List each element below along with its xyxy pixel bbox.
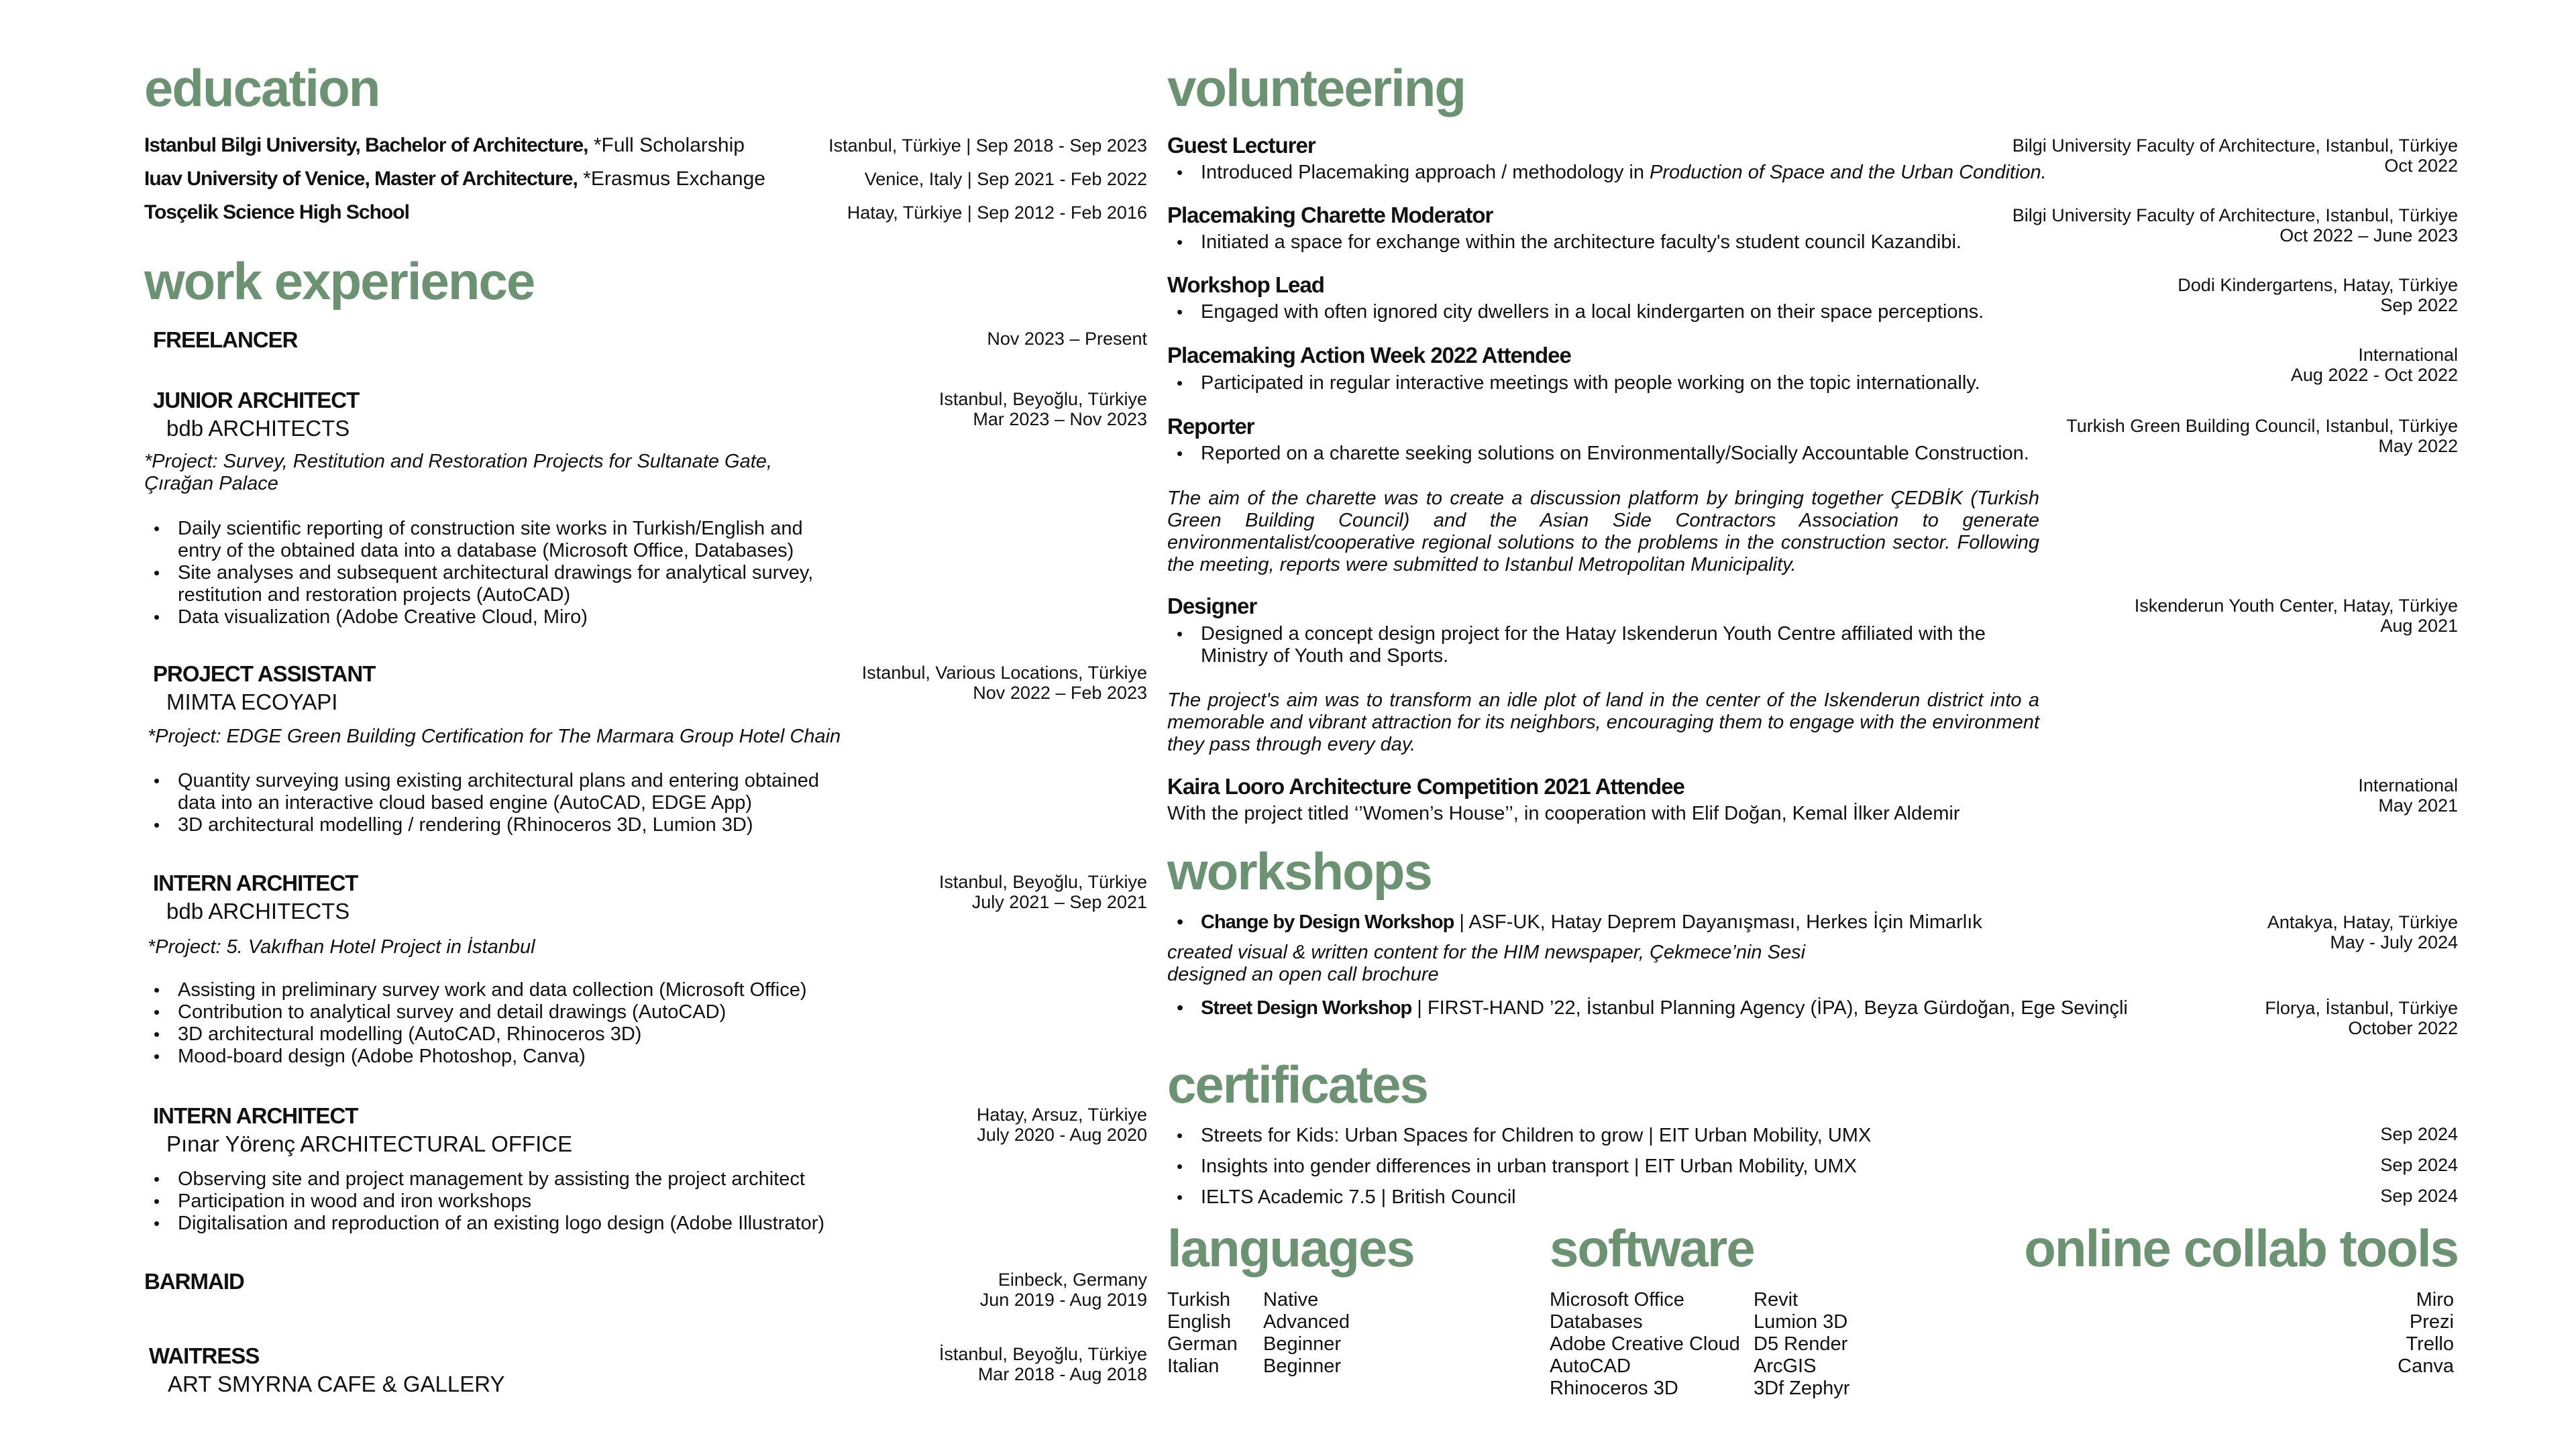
vol-bullets-workshop bbox=[1167, 301, 2106, 323]
vol-bullets-reporter bbox=[1167, 443, 2106, 465]
list-item: • Site analyses and subsequent architectural drawings for analytical survey, restitution and restoration projects (AutoCAD) bbox=[144, 562, 835, 606]
job-role-freelancer: FREELANCER bbox=[153, 327, 298, 352]
education-heading: education bbox=[144, 58, 380, 117]
workshop-date-change: May - July 2024 bbox=[2330, 932, 2458, 952]
bullet-dot: • bbox=[1177, 997, 1184, 1019]
vol-bullets-action bbox=[1167, 372, 2106, 394]
job-project-junior: *Project: Survey, Restitution and Restoration Projects for Sultanate Gate, Çırağan Palace bbox=[144, 451, 772, 494]
job-bullets-intern2 bbox=[144, 1168, 835, 1235]
job-date-barmaid: Jun 2019 - Aug 2019 bbox=[979, 1290, 1147, 1310]
vol-role-workshop: Workshop Lead bbox=[1167, 272, 1324, 297]
software-item: ArcGIS bbox=[1754, 1355, 1817, 1377]
education-item-iuav bbox=[144, 168, 765, 191]
education-meta-bilgi: Istanbul, Türkiye | Sep 2018 - Sep 2023 bbox=[828, 135, 1147, 156]
list-item: • Assisting in preliminary survey work and data collection (Microsoft Office) bbox=[144, 979, 835, 1001]
workshops-heading: workshops bbox=[1167, 842, 1432, 901]
vol-date-kaira: May 2021 bbox=[2378, 795, 2458, 816]
certificates-list bbox=[1167, 1120, 2106, 1213]
language-level: Advanced bbox=[1263, 1311, 1350, 1333]
language-name: German bbox=[1167, 1333, 1238, 1355]
job-date-assistant: Nov 2022 – Feb 2023 bbox=[973, 683, 1147, 703]
list-item: • Digitalisation and reproduction of an existing logo design (Adobe Illustrator) bbox=[144, 1213, 835, 1235]
collab-tool: Prezi bbox=[2409, 1311, 2454, 1333]
software-col-1 bbox=[1550, 1289, 1740, 1400]
vol-loc-action: International bbox=[2358, 345, 2458, 365]
vol-role-designer: Designer bbox=[1167, 594, 1257, 618]
software-item: 3Df Zephyr bbox=[1754, 1378, 1850, 1399]
language-level: Native bbox=[1263, 1289, 1319, 1311]
bullet-text: Introduced Placemaking approach / methodology in bbox=[1201, 162, 1650, 183]
list-item: • Initiated a space for exchange within the architecture faculty's student council Kazandibi. bbox=[1167, 231, 2106, 254]
bullet-course: Production of Space and the Urban Condition. bbox=[1650, 162, 2047, 183]
vol-paragraph-reporter: The aim of the charette was to create a discussion platform by bringing together ÇEDBİK (Turkish Green Building Council) and the Asian Side Contractors Association to generate environmentalist/cooperative regional solutions to the problems in the construction sector. Following the meeting, reports were submitted to Istanbul Metropolitan Municipality. bbox=[1167, 488, 2039, 575]
list-item: • Designed a concept design project for the Hatay Iskenderun Youth Centre affiliated with the Ministry of Youth and Sports. bbox=[1167, 623, 2039, 667]
list-item: • 3D architectural modelling (AutoCAD, Rhinoceros 3D) bbox=[144, 1023, 835, 1046]
job-loc-barmaid: Einbeck, Germany bbox=[998, 1270, 1147, 1290]
software-item: AutoCAD bbox=[1550, 1355, 1631, 1377]
workshop-item-change bbox=[1167, 911, 1982, 934]
job-role-intern2: INTERN ARCHITECT bbox=[153, 1103, 358, 1128]
job-role-barmaid: BARMAID bbox=[144, 1269, 244, 1294]
school-note: *Erasmus Exchange bbox=[583, 168, 765, 190]
job-loc-intern1: Istanbul, Beyoğlu, Türkiye bbox=[938, 872, 1147, 892]
list-item: • Engaged with often ignored city dwellers in a local kindergarten on their space perceptions. bbox=[1167, 301, 2106, 323]
vol-date-designer: Aug 2021 bbox=[2380, 616, 2458, 636]
software-item: Microsoft Office bbox=[1550, 1289, 1684, 1311]
vol-paragraph-designer: The project's aim was to transform an idle plot of land in the center of the Iskenderun district into a memorable and vibrant attraction for its neighbors, encouraging them to engage with the environment they pass through every day. bbox=[1167, 689, 2039, 755]
job-date-waitress: Mar 2018 - Aug 2018 bbox=[977, 1364, 1147, 1384]
collab-tool: Trello bbox=[2406, 1333, 2454, 1355]
job-date-intern1: July 2021 – Sep 2021 bbox=[971, 892, 1147, 912]
vol-loc-kaira: International bbox=[2358, 775, 2458, 795]
education-meta-iuav: Venice, Italy | Sep 2021 - Feb 2022 bbox=[864, 169, 1147, 189]
school-note: *Full Scholarship bbox=[593, 134, 745, 156]
certificate-date: Sep 2024 bbox=[2380, 1186, 2458, 1206]
vol-bullets-charette bbox=[1167, 231, 2106, 254]
vol-bullets-guest bbox=[1167, 162, 2106, 184]
job-loc-waitress: İstanbul, Beyoğlu, Türkiye bbox=[938, 1344, 1147, 1364]
vol-loc-reporter: Turkish Green Building Council, Istanbul, Türkiye bbox=[2066, 416, 2458, 436]
software-heading: software bbox=[1550, 1219, 1754, 1278]
vol-date-guest: Oct 2022 bbox=[2384, 156, 2458, 176]
job-bullets-assistant bbox=[144, 770, 835, 836]
workshop-partners: | FIRST-HAND ’22, İstanbul Planning Agency (İPA), Beyza Gürdoğan, Ege Sevinçli bbox=[1411, 997, 2128, 1019]
list-item: • Quantity surveying using existing architectural plans and entering obtained data into an interactive cloud based engine (AutoCAD, EDGE App) bbox=[144, 770, 835, 814]
vol-date-action: Aug 2022 - Oct 2022 bbox=[2290, 365, 2458, 385]
job-date-intern2: July 2020 - Aug 2020 bbox=[977, 1125, 1147, 1145]
job-project-intern1: *Project: 5. Vakıfhan Hotel Project in İstanbul bbox=[148, 936, 535, 958]
school-name: Iuav University of Venice, Master of Architecture, bbox=[144, 168, 578, 190]
list-item: • 3D architectural modelling / rendering (Rhinoceros 3D, Lumion 3D) bbox=[144, 814, 835, 836]
vol-role-guest: Guest Lecturer bbox=[1167, 133, 1316, 158]
vol-loc-workshop: Dodi Kindergartens, Hatay, Türkiye bbox=[2178, 275, 2458, 295]
languages-heading: languages bbox=[1167, 1219, 1414, 1278]
vol-date-workshop: Sep 2022 bbox=[2380, 295, 2458, 315]
workshop-partners: | ASF-UK, Hatay Deprem Dayanışması, Herkes İçin Mimarlık bbox=[1454, 911, 1982, 933]
language-name: Turkish bbox=[1167, 1289, 1230, 1311]
vol-date-reporter: May 2022 bbox=[2378, 436, 2458, 456]
list-item: • Insights into gender differences in urban transport | EIT Urban Mobility, UMX bbox=[1167, 1151, 2106, 1182]
collab-tools-heading: online collab tools bbox=[2024, 1219, 2458, 1278]
software-item: Lumion 3D bbox=[1754, 1311, 1848, 1333]
education-item-bilgi bbox=[144, 134, 745, 158]
job-role-assistant: PROJECT ASSISTANT bbox=[153, 661, 376, 686]
education-item-toscelik: Tosçelik Science High School bbox=[144, 201, 409, 223]
vol-role-action: Placemaking Action Week 2022 Attendee bbox=[1167, 343, 1571, 368]
workshop-loc-street: Florya, İstanbul, Türkiye bbox=[2265, 998, 2458, 1018]
vol-loc-designer: Iskenderun Youth Center, Hatay, Türkiye bbox=[2134, 596, 2458, 616]
volunteering-heading: volunteering bbox=[1167, 58, 1466, 117]
language-level: Beginner bbox=[1263, 1333, 1342, 1355]
job-company-assistant: MIMTA ECOYAPI bbox=[166, 689, 338, 714]
education-meta-toscelik: Hatay, Türkiye | Sep 2012 - Feb 2016 bbox=[847, 203, 1147, 223]
languages-levels bbox=[1263, 1289, 1350, 1378]
list-item: • Contribution to analytical survey and detail drawings (AutoCAD) bbox=[144, 1001, 835, 1023]
list-item bbox=[1167, 162, 2106, 184]
school-name: Istanbul Bilgi University, Bachelor of Architecture, bbox=[144, 134, 588, 156]
list-item: • Reported on a charette seeking solutions on Environmentally/Socially Accountable Construction. bbox=[1167, 443, 2106, 465]
vol-loc-guest: Bilgi University Faculty of Architecture, Istanbul, Türkiye bbox=[2012, 135, 2458, 156]
job-loc-junior: Istanbul, Beyoğlu, Türkiye bbox=[938, 389, 1147, 409]
job-loc-intern2: Hatay, Arsuz, Türkiye bbox=[976, 1105, 1147, 1125]
workshop-item-street bbox=[1167, 997, 2128, 1019]
job-project-assistant: *Project: EDGE Green Building Certification for The Marmara Group Hotel Chain bbox=[148, 726, 841, 747]
job-bullets-junior bbox=[144, 518, 835, 628]
collab-tool: Canva bbox=[2398, 1355, 2454, 1377]
software-col-2 bbox=[1754, 1289, 1849, 1400]
certificate-date: Sep 2024 bbox=[2380, 1155, 2458, 1175]
collab-tool: Miro bbox=[2416, 1289, 2454, 1311]
software-item: Adobe Creative Cloud bbox=[1550, 1333, 1740, 1355]
vol-role-kaira: Kaira Looro Architecture Competition 2021 Attendee bbox=[1167, 774, 1684, 799]
vol-text-kaira: With the project titled ‘’Women’s House’’, in cooperation with Elif Doğan, Kemal İlker Aldemir bbox=[1167, 803, 1960, 824]
list-item: • Mood-board design (Adobe Photoshop, Canva) bbox=[144, 1046, 835, 1068]
language-level: Beginner bbox=[1263, 1355, 1342, 1377]
vol-date-charette: Oct 2022 – June 2023 bbox=[2279, 225, 2458, 245]
vol-bullets-designer bbox=[1167, 623, 2039, 667]
software-item: D5 Render bbox=[1754, 1333, 1848, 1355]
certificate-date: Sep 2024 bbox=[2380, 1124, 2458, 1144]
workshop-name: Change by Design Workshop bbox=[1201, 911, 1454, 933]
job-bullets-intern1 bbox=[144, 979, 835, 1068]
list-item: • Data visualization (Adobe Creative Cloud, Miro) bbox=[144, 606, 835, 628]
job-company-intern1: bdb ARCHITECTS bbox=[166, 899, 350, 924]
job-role-intern1: INTERN ARCHITECT bbox=[153, 871, 358, 895]
list-item: • IELTS Academic 7.5 | British Council bbox=[1167, 1182, 2106, 1213]
software-item: Databases bbox=[1550, 1311, 1643, 1333]
vol-role-charette: Placemaking Charette Moderator bbox=[1167, 203, 1493, 227]
workshop-loc-change: Antakya, Hatay, Türkiye bbox=[2267, 912, 2458, 932]
workshop-note-2: designed an open call brochure bbox=[1167, 964, 1439, 985]
job-company-waitress: ART SMYRNA CAFE & GALLERY bbox=[168, 1372, 505, 1396]
workshop-note-1: created visual & written content for the HIM newspaper, Çekmece’nin Sesi bbox=[1167, 942, 1806, 963]
workshop-name: Street Design Workshop bbox=[1201, 997, 1412, 1019]
language-name: English bbox=[1167, 1311, 1232, 1333]
job-loc-assistant: Istanbul, Various Locations, Türkiye bbox=[861, 663, 1147, 683]
language-name: Italian bbox=[1167, 1355, 1220, 1377]
list-item: • Participated in regular interactive meetings with people working on the topic internationally. bbox=[1167, 372, 2106, 394]
job-role-waitress: WAITRESS bbox=[149, 1343, 260, 1368]
software-item: Rhinoceros 3D bbox=[1550, 1378, 1678, 1399]
job-company-junior: bdb ARCHITECTS bbox=[166, 416, 350, 441]
list-item: • Participation in wood and iron workshops bbox=[144, 1190, 835, 1213]
job-date-freelancer: Nov 2023 – Present bbox=[987, 329, 1147, 349]
workshop-date-street: October 2022 bbox=[2348, 1018, 2458, 1038]
collab-tools-list bbox=[2398, 1289, 2454, 1378]
languages-names bbox=[1167, 1289, 1238, 1378]
bullet-dot: • bbox=[1177, 911, 1184, 933]
list-item: • Streets for Kids: Urban Spaces for Children to grow | EIT Urban Mobility, UMX bbox=[1167, 1120, 2106, 1151]
vol-role-reporter: Reporter bbox=[1167, 414, 1254, 439]
certificates-heading: certificates bbox=[1167, 1055, 1428, 1114]
software-item: Revit bbox=[1754, 1289, 1799, 1311]
job-role-junior: JUNIOR ARCHITECT bbox=[153, 388, 360, 412]
list-item: • Daily scientific reporting of construction site works in Turkish/English and entry of the obtained data into a database (Microsoft Office, Databases) bbox=[144, 518, 835, 562]
list-item: • Observing site and project management by assisting the project architect bbox=[144, 1168, 835, 1190]
vol-loc-charette: Bilgi University Faculty of Architecture, Istanbul, Türkiye bbox=[2012, 205, 2458, 225]
work-experience-heading: work experience bbox=[144, 252, 535, 311]
job-date-junior: Mar 2023 – Nov 2023 bbox=[973, 409, 1147, 429]
job-company-intern2: Pınar Yörenç ARCHITECTURAL OFFICE bbox=[166, 1131, 573, 1156]
